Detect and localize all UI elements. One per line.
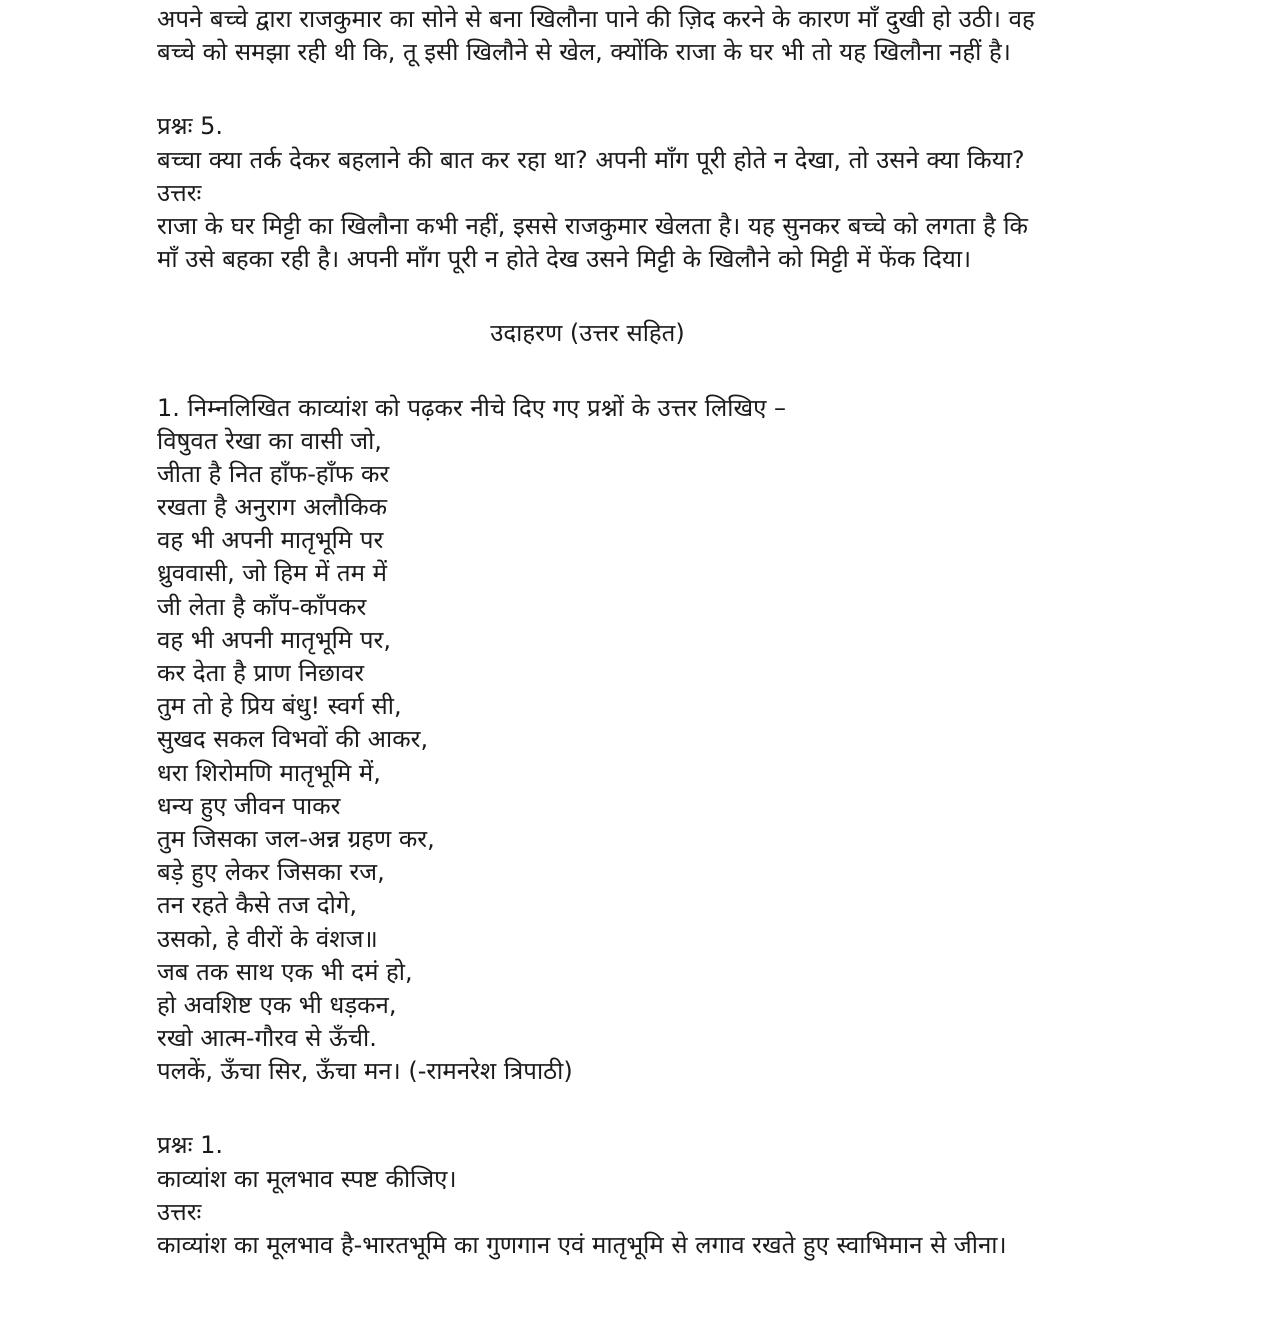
text-line: अपने बच्चे द्वारा राजकुमार का सोने से बना खिलौना पाने की ज़िद करने के कारण माँ दुखी हो उठी। वह <box>157 5 1035 33</box>
poem-line: जब तक साथ एक भी दमं हो, <box>157 957 413 986</box>
poem <box>157 425 1157 1089</box>
poem-line: तन रहते कैसे तज दोगे, <box>157 891 358 920</box>
question-label: प्रश्नः 5. <box>157 112 223 141</box>
poem-line: वह भी अपनी मातृभूमि पर, <box>157 625 391 654</box>
poem-line: बड़े हुए लेकर जिसका रज, <box>157 858 385 887</box>
poem-line: ध्रुववासी, जो हिम में तम में <box>157 559 387 588</box>
example-1 <box>157 392 1157 1089</box>
question-text: काव्यांश का मूलभाव स्पष्ट कीजिए। <box>157 1164 457 1193</box>
poem-line: पलकें, ऊँचा सिर, ऊँचा मन। (-रामनरेश त्रिपाठी) <box>157 1057 573 1086</box>
poem-line: विषुवत रेखा का वासी जो, <box>157 426 382 455</box>
document-body <box>157 3 1157 1262</box>
poem-line: हो अवशिष्ट एक भी धड़कन, <box>157 990 397 1019</box>
question-1 <box>157 1129 1157 1262</box>
intro-answer <box>157 3 1157 69</box>
poem-line: वह भी अपनी मातृभूमि पर <box>157 526 384 555</box>
answer-text: माँ उसे बहका रही है। अपनी माँग पूरी न होते देख उसने मिट्टी के खिलौने को मिट्टी में फेंक दिया। <box>157 245 972 274</box>
poem-line: सुखद सकल विभवों की आकर, <box>157 725 429 754</box>
poem-line: धरा शिरोमणि मातृभूमि में, <box>157 758 381 787</box>
poem-line: उसको, हे वीरों के वंशज॥ <box>157 924 378 953</box>
poem-line: जी लेता है काँप-काँपकर <box>157 592 367 621</box>
text-line: बच्चे को समझा रही थी कि, तू इसी खिलौने से खेल, क्योंकि राजा के घर भी तो यह खिलौना नहीं है। <box>157 38 1011 67</box>
question-text: बच्चा क्या तर्क देकर बहलाने की बात कर रहा था? अपनी माँग पूरी होते न देखा, तो उसने क्या किया? <box>157 145 1025 174</box>
question-label: प्रश्नः 1. <box>157 1131 223 1160</box>
answer-label: उत्तरः <box>157 1197 202 1226</box>
poem-line: तुम जिसका जल-अन्न ग्रहण कर, <box>157 824 435 853</box>
section-heading: उदाहरण (उत्तर सहित) <box>490 319 685 348</box>
instruction: 1. निम्नलिखित काव्यांश को पढ़कर नीचे दिए गए प्रश्नों के उत्तर लिखिए – <box>157 393 786 422</box>
poem-line: रखता है अनुराग अलौकिक <box>157 493 388 522</box>
poem-line: धन्य हुए जीवन पाकर <box>157 791 341 820</box>
poem-line: कर देता है प्राण निछावर <box>157 659 365 687</box>
poem-line: जीता है नित हाँफ-हाँफ कर <box>157 459 390 488</box>
poem-line: तुम तो हे प्रिय बंधु! स्वर्ग सी, <box>157 692 402 721</box>
poem-line: रखो आत्म-गौरव से ऊँची. <box>157 1024 377 1053</box>
question-5 <box>157 110 1157 276</box>
answer-text: राजा के घर मिट्टी का खिलौना कभी नहीं, इससे राजकुमार खेलता है। यह सुनकर बच्चे को लगता है कि <box>157 211 1028 240</box>
answer-text: काव्यांश का मूलभाव है-भारतभूमि का गुणगान एवं मातृभूमि से लगाव रखते हुए स्वाभिमान से जीना। <box>157 1231 1007 1259</box>
answer-label: उत्तरः <box>157 178 202 207</box>
